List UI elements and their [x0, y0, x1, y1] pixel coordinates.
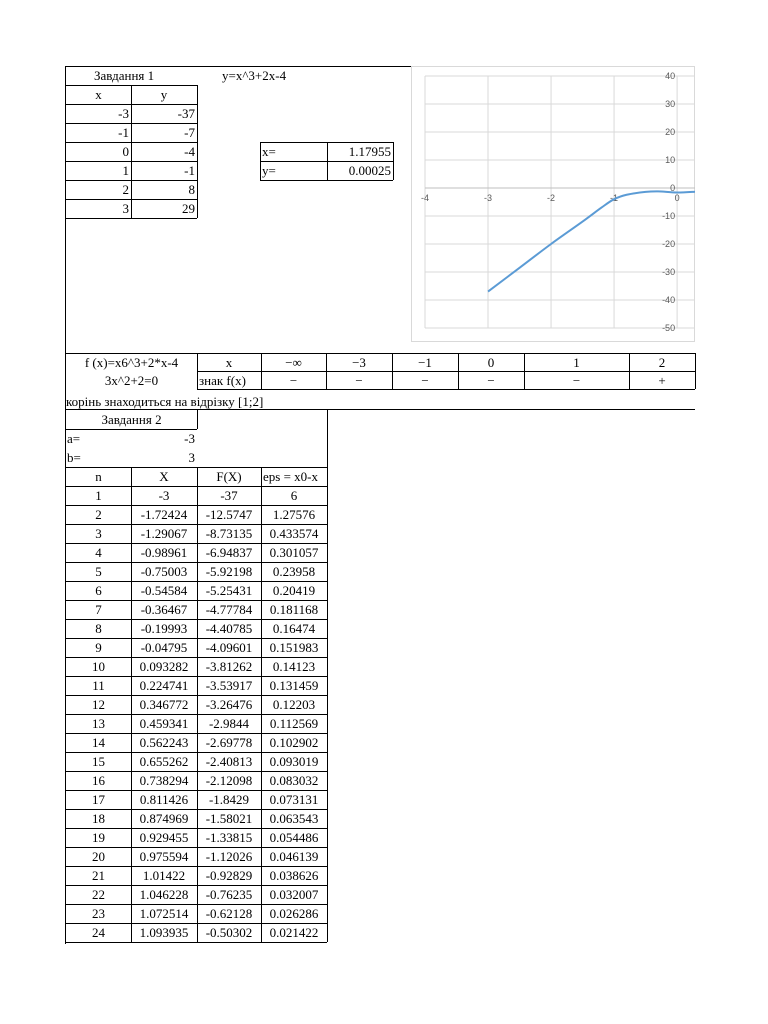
- task2-cell-n: 15: [92, 754, 105, 769]
- sign-header: знак f(x): [199, 373, 246, 388]
- task2-title: Завдання 2: [101, 412, 162, 427]
- task2-cell-n: 12: [92, 697, 105, 712]
- chart-x-tick-label: -2: [547, 193, 556, 203]
- task2-cell-x: 0.459341: [139, 716, 189, 731]
- task2-cell-eps: 0.054486: [269, 830, 319, 845]
- deriv-label: 3x^2+2=0: [104, 373, 159, 388]
- sign-x-value: −1: [418, 355, 432, 370]
- result-vline: [393, 142, 394, 180]
- task2-cell-fx: -3.53917: [205, 678, 253, 693]
- chart-y-tick-label: -20: [662, 239, 676, 249]
- task2-cell-n: 13: [92, 716, 105, 731]
- task2-header-fx: F(X): [216, 469, 242, 484]
- task2-cell-x: 0.655262: [139, 754, 189, 769]
- chart-y-tick-label: 40: [665, 71, 676, 81]
- sign-x-header: x: [225, 355, 233, 370]
- sign-value: −: [421, 373, 429, 388]
- chart-x-tick-label: -4: [420, 193, 430, 203]
- task2-header-eps: eps = x0-x: [263, 469, 318, 484]
- conclusion-text: корінь знаходиться на відрізку [1;2]: [66, 394, 264, 409]
- task2-cell-fx: -0.76235: [205, 887, 253, 902]
- b-value: 3: [188, 450, 195, 465]
- task1-cell-x: 2: [122, 182, 129, 197]
- task2-cell-n: 21: [92, 868, 105, 883]
- task2-cell-eps: 0.073131: [269, 792, 319, 807]
- task2-cell-n: 24: [92, 925, 105, 940]
- sign-x-value: 1: [573, 355, 580, 370]
- sign-value: +: [658, 373, 666, 388]
- task2-cell-n: 17: [92, 792, 105, 807]
- chart-y-tick-label: 20: [665, 127, 676, 137]
- task2-vline: [327, 410, 328, 467]
- task1-table-hline: [65, 218, 197, 219]
- task2-cell-fx: -37: [220, 488, 238, 503]
- sign-x-value: −∞: [285, 355, 302, 370]
- task1-cell-y: -1: [184, 163, 195, 178]
- sign-x-value: 0: [487, 355, 495, 370]
- task2-cell-eps: 0.23958: [272, 564, 316, 579]
- task2-cell-fx: -12.5747: [205, 507, 253, 522]
- task2-cell-x: 0.975594: [139, 849, 189, 864]
- task1-cell-y: 29: [182, 201, 195, 216]
- task1-cell-y: -7: [184, 125, 195, 140]
- b-label: b=: [67, 450, 81, 465]
- task2-cell-n: 11: [92, 678, 105, 693]
- task2-cell-fx: -4.40785: [205, 621, 253, 636]
- task2-cell-x: 0.929455: [139, 830, 189, 845]
- task2-cell-n: 5: [95, 564, 102, 579]
- task2-cell-eps: 6: [290, 488, 298, 503]
- task2-cell-eps: 0.046139: [269, 849, 319, 864]
- task2-cell-x: 0.874969: [139, 811, 189, 826]
- chart-y-tick-label: -50: [662, 323, 676, 333]
- task1-cell-x: 0: [122, 144, 129, 159]
- task2-cell-n: 20: [92, 849, 105, 864]
- function-chart: [411, 66, 695, 342]
- task2-cell-n: 7: [95, 602, 102, 617]
- task2-cell-fx: -0.62128: [205, 906, 253, 921]
- task2-cell-eps: 0.131459: [269, 678, 319, 693]
- task2-cell-eps: 1.27576: [272, 507, 316, 522]
- task2-cell-fx: -2.9844: [208, 716, 250, 731]
- task2-cell-n: 14: [92, 735, 105, 750]
- task2-cell-n: 19: [92, 830, 105, 845]
- task2-cell-n: 16: [92, 773, 105, 788]
- task2-cell-eps: 0.093019: [269, 754, 319, 769]
- task2-cell-x: -0.75003: [140, 564, 188, 579]
- task1-title: Завдання 1: [94, 68, 155, 83]
- chart-y-tick-label: -30: [662, 267, 676, 277]
- task2-cell-eps: 0.181168: [269, 602, 319, 617]
- task2-cell-x: 1.01422: [142, 868, 186, 883]
- task2-cell-x: -0.19993: [140, 621, 188, 636]
- task1-cell-x: -1: [118, 125, 129, 140]
- task2-cell-fx: -2.69778: [205, 735, 253, 750]
- task2-cell-eps: 0.14123: [272, 659, 316, 674]
- task2-cell-eps: 0.20419: [272, 583, 316, 598]
- task1-cell-x: 3: [122, 201, 129, 216]
- task2-cell-x: -1.29067: [140, 526, 188, 541]
- task2-cell-x: 0.562243: [139, 735, 189, 750]
- task1-table-vline: [197, 85, 198, 218]
- task2-cell-fx: -1.8429: [208, 792, 250, 807]
- task2-cell-n: 9: [95, 640, 102, 655]
- task2-cell-x: 0.738294: [139, 773, 189, 788]
- task2-cell-x: -0.98961: [140, 545, 188, 560]
- task2-cell-n: 4: [95, 545, 102, 560]
- task2-cell-x: -0.54584: [140, 583, 188, 598]
- task2-cell-eps: 0.433574: [269, 526, 319, 541]
- task1-formula: y=x^3+2x-4: [222, 68, 287, 83]
- task2-header-x: X: [159, 469, 169, 484]
- task2-cell-eps: 0.032007: [269, 887, 319, 902]
- task2-cell-eps: 0.026286: [269, 906, 319, 921]
- sign-vline: [695, 353, 696, 389]
- task2-cell-fx: -8.73135: [205, 526, 253, 541]
- task2-cell-fx: -2.12098: [205, 773, 253, 788]
- task2-cell-n: 1: [95, 488, 102, 503]
- task2-cell-n: 18: [92, 811, 105, 826]
- task2-cell-eps: 0.021422: [269, 925, 319, 940]
- task2-cell-fx: -2.40813: [205, 754, 253, 769]
- task2-cell-eps: 0.16474: [272, 621, 316, 636]
- task1-cell-y: -37: [177, 106, 195, 121]
- task2-cell-eps: 0.151983: [269, 640, 319, 655]
- task2-cell-n: 2: [95, 507, 102, 522]
- result-x-label: x=: [262, 144, 276, 159]
- task2-cell-fx: -6.94837: [205, 545, 253, 560]
- task2-cell-n: 3: [95, 526, 102, 541]
- task2-cell-fx: -5.25431: [205, 583, 253, 598]
- task2-table-hline: [65, 942, 327, 943]
- task2-cell-x: -0.36467: [140, 602, 188, 617]
- task2-cell-x: -3: [158, 488, 170, 503]
- task2-cell-x: 1.093935: [139, 925, 189, 940]
- sign-value: −: [355, 373, 363, 388]
- task2-header-n: n: [95, 469, 102, 484]
- task2-cell-eps: 0.301057: [269, 545, 319, 560]
- task2-cell-fx: -0.92829: [205, 868, 253, 883]
- task2-cell-n: 10: [92, 659, 105, 674]
- task2-cell-fx: -3.26476: [205, 697, 253, 712]
- task1-cell-x: 1: [122, 163, 129, 178]
- task1-header-x: x: [95, 87, 102, 102]
- task2-cell-fx: -4.77784: [205, 602, 253, 617]
- task2-cell-fx: -1.12026: [205, 849, 253, 864]
- chart-x-tick-label: -1: [610, 193, 619, 203]
- task1-cell-x: -3: [118, 106, 129, 121]
- chart-svg: [411, 66, 695, 342]
- sign-value: −: [289, 373, 298, 388]
- task2-cell-n: 22: [92, 887, 105, 902]
- task2-cell-x: 0.224741: [139, 678, 189, 693]
- sign-value: −: [487, 373, 495, 388]
- task2-cell-fx: -1.58021: [205, 811, 253, 826]
- task2-cell-x: 1.046228: [139, 887, 189, 902]
- task1-cell-y: 8: [188, 182, 195, 197]
- sign-x-value: −3: [352, 355, 366, 370]
- task2-cell-eps: 0.038626: [269, 868, 319, 883]
- result-hline: [260, 180, 393, 181]
- f-label: f (x)=x6^3+2*x-4: [84, 355, 179, 370]
- task2-cell-eps: 0.063543: [269, 811, 319, 826]
- task2-cell-x: 0.093282: [139, 659, 189, 674]
- a-value: -3: [184, 431, 195, 446]
- task2-vline: [197, 410, 198, 429]
- task2-cell-eps: 0.12203: [272, 697, 316, 712]
- task1-header-y: y: [160, 87, 168, 102]
- task2-cell-x: -0.04795: [140, 640, 188, 655]
- task2-cell-n: 23: [92, 906, 105, 921]
- task2-cell-x: -1.72424: [140, 507, 188, 522]
- task2-cell-fx: -5.92198: [205, 564, 253, 579]
- task2-cell-eps: 0.112569: [269, 716, 319, 731]
- chart-y-tick-label: 10: [665, 155, 676, 165]
- chart-y-tick-label: 30: [665, 99, 676, 109]
- a-label: a=: [67, 431, 81, 446]
- task1-cell-y: -4: [184, 144, 195, 159]
- result-y-value: 0.00025: [348, 163, 391, 178]
- task2-cell-fx: -4.09601: [205, 640, 253, 655]
- sign-value: −: [572, 373, 581, 388]
- task2-cell-fx: -1.33815: [205, 830, 253, 845]
- task2-cell-x: 1.072514: [139, 906, 189, 921]
- task2-cell-fx: -0.50302: [205, 925, 253, 940]
- task2-cell-fx: -3.81262: [205, 659, 253, 674]
- result-y-label: y=: [262, 163, 276, 178]
- sign-x-value: 2: [658, 355, 666, 370]
- task2-table-vline: [327, 467, 328, 942]
- chart-x-tick-label: -3: [484, 193, 493, 203]
- chart-y-tick-label: -40: [662, 295, 676, 305]
- chart-y-tick-label: -10: [662, 211, 676, 221]
- result-x-value: 1.17955: [348, 144, 391, 159]
- chart-y-tick-label: 0: [670, 183, 676, 193]
- task2-cell-n: 6: [95, 583, 102, 598]
- task2-cell-eps: 0.083032: [269, 773, 319, 788]
- task2-cell-x: 0.811426: [139, 792, 189, 807]
- task2-cell-x: 0.346772: [139, 697, 189, 712]
- task2-cell-eps: 0.102902: [269, 735, 319, 750]
- task2-cell-n: 8: [95, 621, 102, 636]
- chart-x-tick-label: 0: [674, 193, 680, 203]
